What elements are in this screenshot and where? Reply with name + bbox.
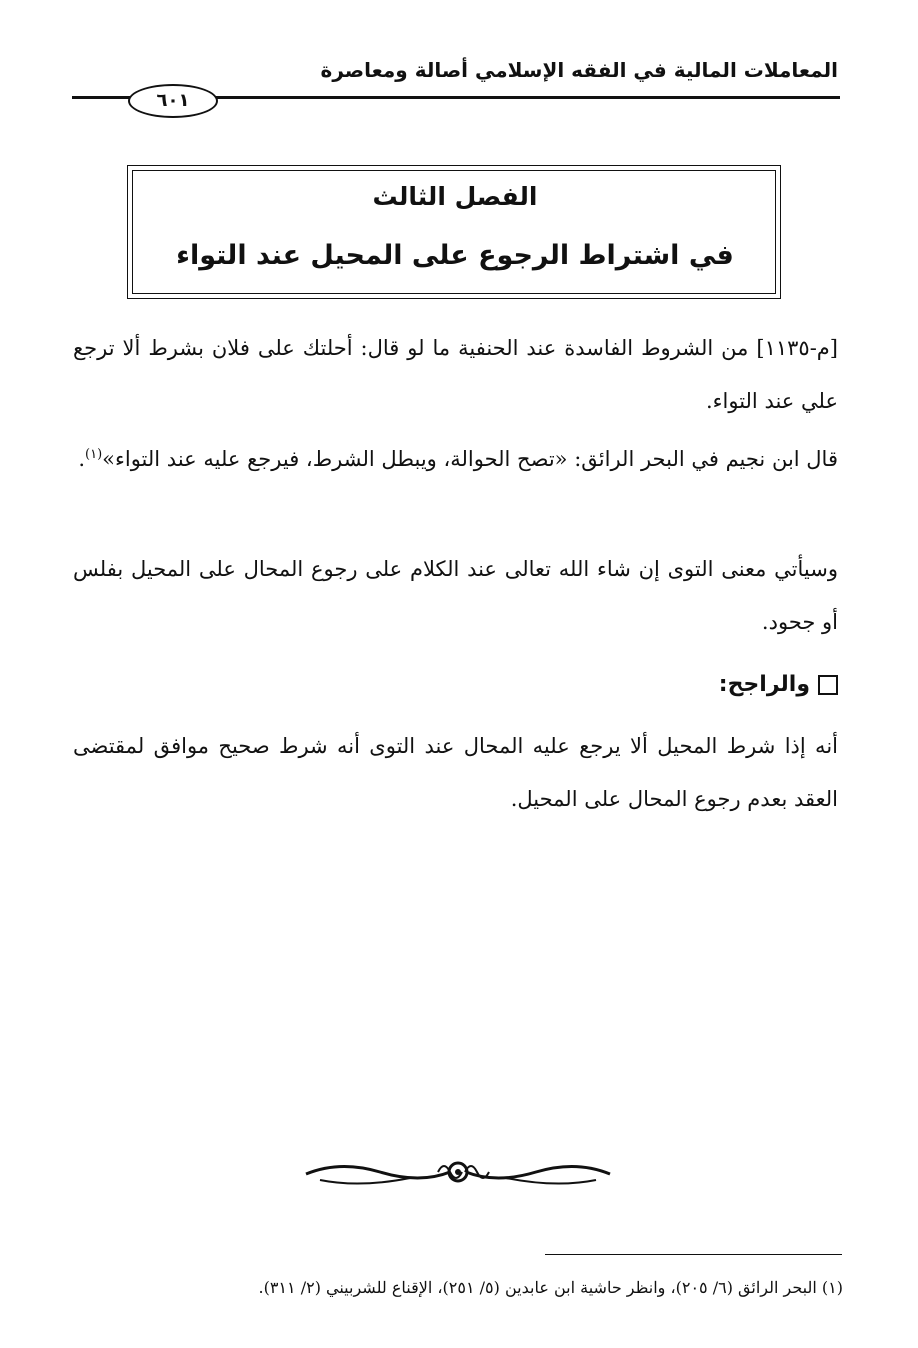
section-heading xyxy=(719,672,838,697)
footnote-rule xyxy=(545,1254,842,1255)
square-icon xyxy=(818,675,838,695)
footnote-ref[interactable]: (١) xyxy=(85,447,103,462)
chapter-subtitle: في اشتراط الرجوع على المحيل عند التواء xyxy=(176,240,734,271)
paragraph-4: أنه إذا شرط المحيل ألا يرجع عليه المحال عند التوى أنه شرط صحيح موافق لمقتضى العقد بعدم رجوع المحال على المحيل. xyxy=(73,734,838,811)
running-header: المعاملات المالية في الفقه الإسلامي أصالة ومعاصرة xyxy=(320,58,838,82)
section-heading-text: والراجح: xyxy=(718,672,810,697)
page-number: ٦٠١ xyxy=(128,84,218,118)
footnote-1: (١) البحر الرائق (٦/ ٢٠٥)، وانظر حاشية ابن عابدين (٥/ ٢٥١)، الإقناع للشربيني (٢/ ٣١١). xyxy=(258,1278,843,1297)
ornament-icon xyxy=(300,1152,616,1192)
paragraph-2-end: . xyxy=(78,447,86,471)
chapter-title: الفصل الثالث xyxy=(372,182,538,211)
paragraph-2-text: قال ابن نجيم في البحر الرائق: «تصح الحوالة، ويبطل الشرط، فيرجع عليه عند التواء» xyxy=(102,447,838,471)
paragraph-1: [م-١١٣٥] من الشروط الفاسدة عند الحنفية ما لو قال: أحلتك على فلان بشرط ألا ترجع علي عند التواء. xyxy=(73,336,838,413)
paragraph-2 xyxy=(73,428,838,486)
paragraph-3: وسيأتي معنى التوى إن شاء الله تعالى عند الكلام على رجوع المحال على المحيل بفلس أو جحود. xyxy=(73,557,838,634)
